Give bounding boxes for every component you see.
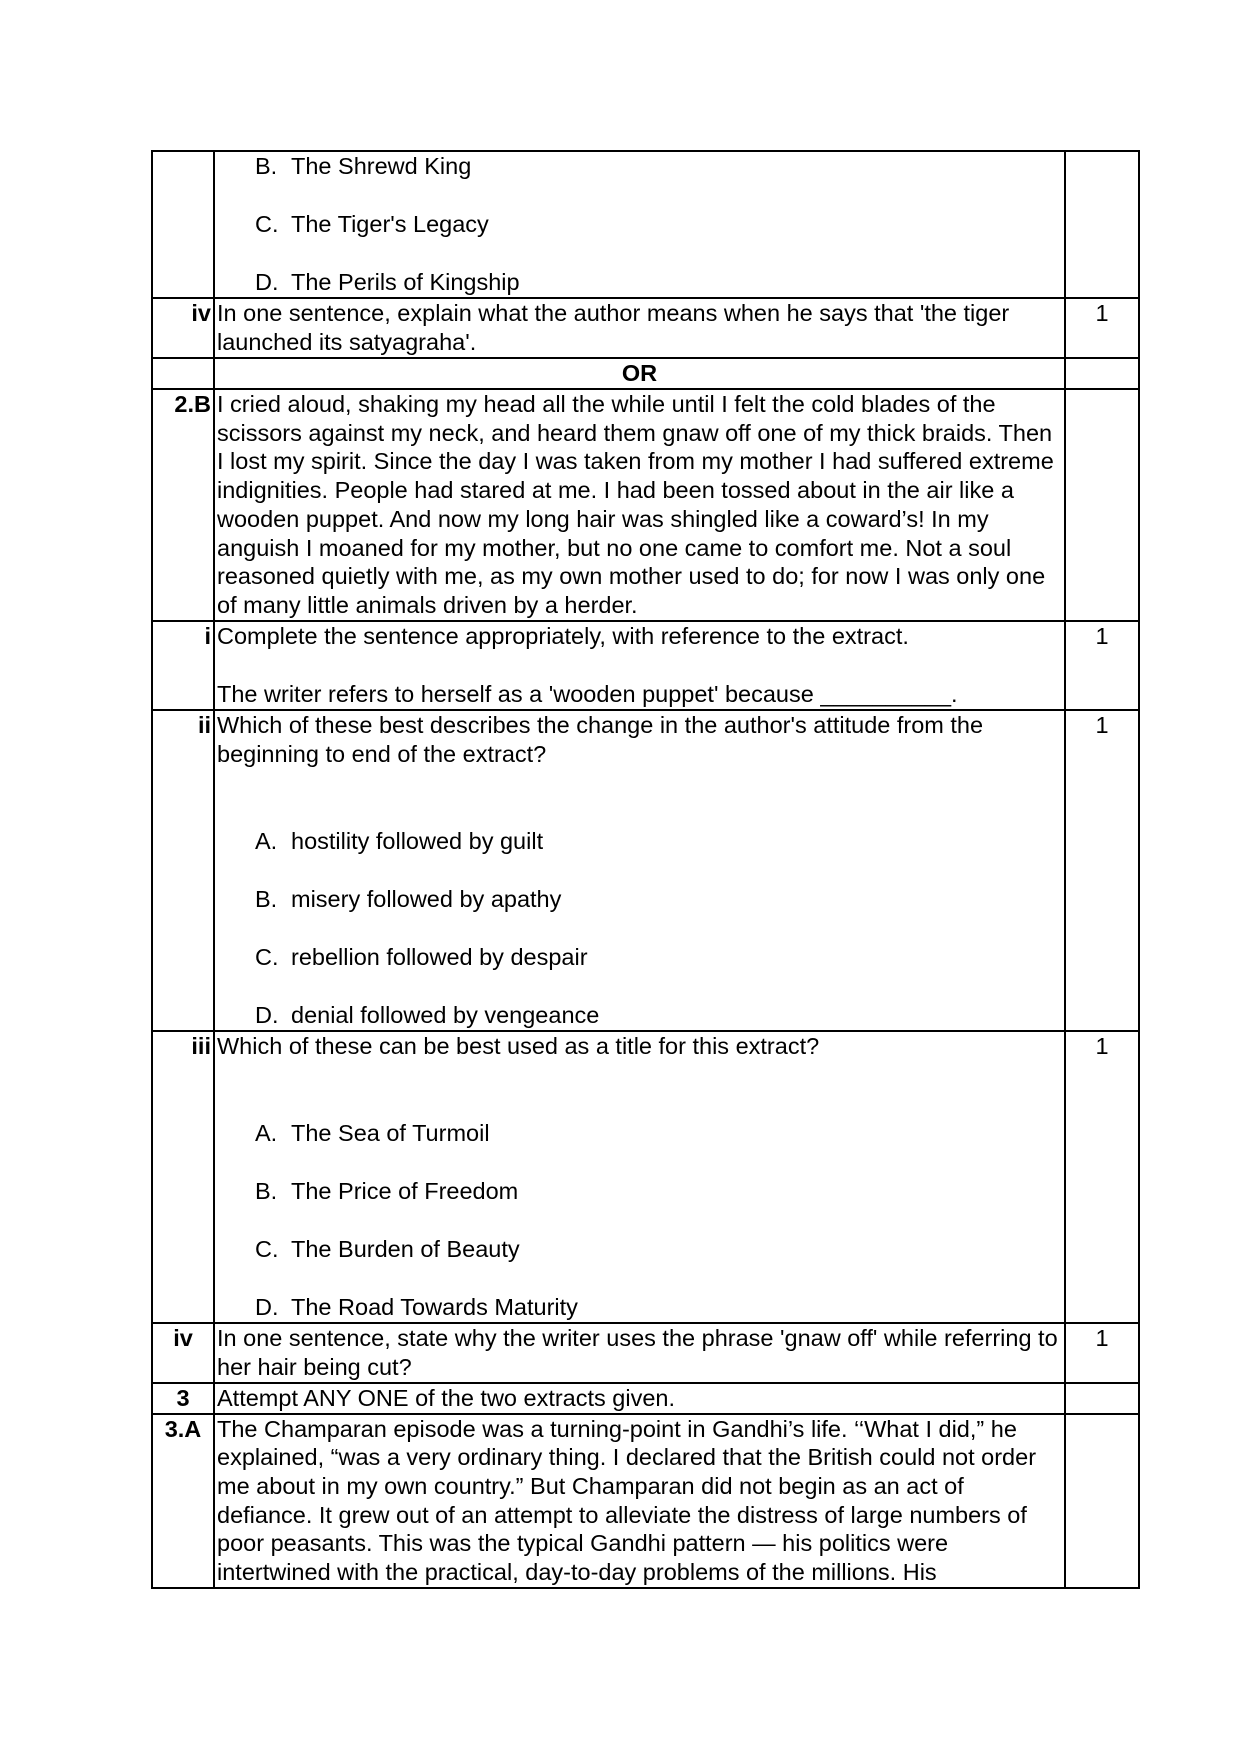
option-d: D. denial followed by vengeance xyxy=(255,1001,600,1028)
marks-cell xyxy=(1065,389,1139,621)
marks-cell: 1 xyxy=(1065,1323,1139,1383)
option-c: C. rebellion followed by despair xyxy=(255,943,588,970)
option-d: D. The Perils of Kingship xyxy=(255,269,520,295)
marks-cell xyxy=(1065,358,1139,389)
table-row xyxy=(152,1031,1139,1323)
option-c: C. The Tiger's Legacy xyxy=(255,211,489,237)
question-text: In one sentence, explain what the author means when he says that 'the tiger launched its satyagraha'. xyxy=(214,298,1065,358)
question-number: ii xyxy=(152,710,214,1031)
question-number: iv xyxy=(152,1323,214,1383)
option-a: A. hostility followed by guilt xyxy=(255,827,544,854)
question-text: Which of these can be best used as a title for this extract? xyxy=(217,1032,820,1059)
marks-cell: 1 xyxy=(1065,710,1139,1031)
question-text: Attempt ANY ONE of the two extracts given. xyxy=(214,1383,1065,1414)
question-number: 2.B xyxy=(152,389,214,621)
question-number xyxy=(152,358,214,389)
table-row xyxy=(152,151,1139,298)
question-body xyxy=(214,151,1065,298)
extract-passage: I cried aloud, shaking my head all the while until I felt the cold blades of the scissors against my neck, and heard them gnaw off one of my thick braids. Then I lost my spirit. Since the day I was taken from my mother I had suffered extreme indignities. People had stared at me. I had been tossed about in the air like a wooden puppet. And now my long hair was shingled like a coward’s! In my anguish I moaned for my mother, but no one came to comfort me. Not a soul reasoned quietly with me, as my own mother used to do; for now I was only one of many little animals driven by a herder. xyxy=(214,389,1065,621)
question-table xyxy=(151,150,1140,1589)
question-number: iv xyxy=(152,298,214,358)
option-b: B. The Price of Freedom xyxy=(255,1177,519,1204)
table-row xyxy=(152,298,1139,358)
table-row xyxy=(152,358,1139,389)
option-b: B. misery followed by apathy xyxy=(255,885,562,912)
option-b: B. The Shrewd King xyxy=(255,153,472,179)
question-number: 3.A xyxy=(152,1414,214,1588)
table-row xyxy=(152,710,1139,1031)
question-text: Complete the sentence appropriately, with reference to the extract. xyxy=(217,622,909,649)
fill-in-sentence: The writer refers to herself as a 'wooden puppet' because __________. xyxy=(217,680,958,707)
question-text: In one sentence, state why the writer uses the phrase 'gnaw off' while referring to her hair being cut? xyxy=(214,1323,1065,1383)
marks-cell xyxy=(1065,1414,1139,1588)
question-number xyxy=(152,151,214,298)
question-body xyxy=(214,621,1065,710)
marks-cell: 1 xyxy=(1065,298,1139,358)
table-row xyxy=(152,1414,1139,1588)
question-number: iii xyxy=(152,1031,214,1323)
question-number: i xyxy=(152,621,214,710)
table-row xyxy=(152,1383,1139,1414)
extract-passage: The Champaran episode was a turning-point in Gandhi’s life. ‘‘What I did,” he explained, “was a very ordinary thing. I declared that the British could not order me about in my own country.” But Champaran did not begin as an act of defiance. It grew out of an attempt to alleviate the distress of large numbers of poor peasants. This was the typical Gandhi pattern — his politics were intertwined with the practical, day-to-day problems of the millions. His xyxy=(214,1414,1065,1588)
table-row xyxy=(152,621,1139,710)
marks-cell: 1 xyxy=(1065,1031,1139,1323)
or-divider: OR xyxy=(214,358,1065,389)
table-row xyxy=(152,1323,1139,1383)
marks-cell xyxy=(1065,151,1139,298)
question-body xyxy=(214,710,1065,1031)
table-row xyxy=(152,389,1139,621)
option-d: D. The Road Towards Maturity xyxy=(255,1293,578,1320)
question-body xyxy=(214,1031,1065,1323)
question-number: 3 xyxy=(152,1383,214,1414)
question-text: Which of these best describes the change in the author's attitude from the beginning to end of the extract? xyxy=(217,711,984,767)
marks-cell xyxy=(1065,1383,1139,1414)
marks-cell: 1 xyxy=(1065,621,1139,710)
option-a: A. The Sea of Turmoil xyxy=(255,1119,490,1146)
option-c: C. The Burden of Beauty xyxy=(255,1235,520,1262)
